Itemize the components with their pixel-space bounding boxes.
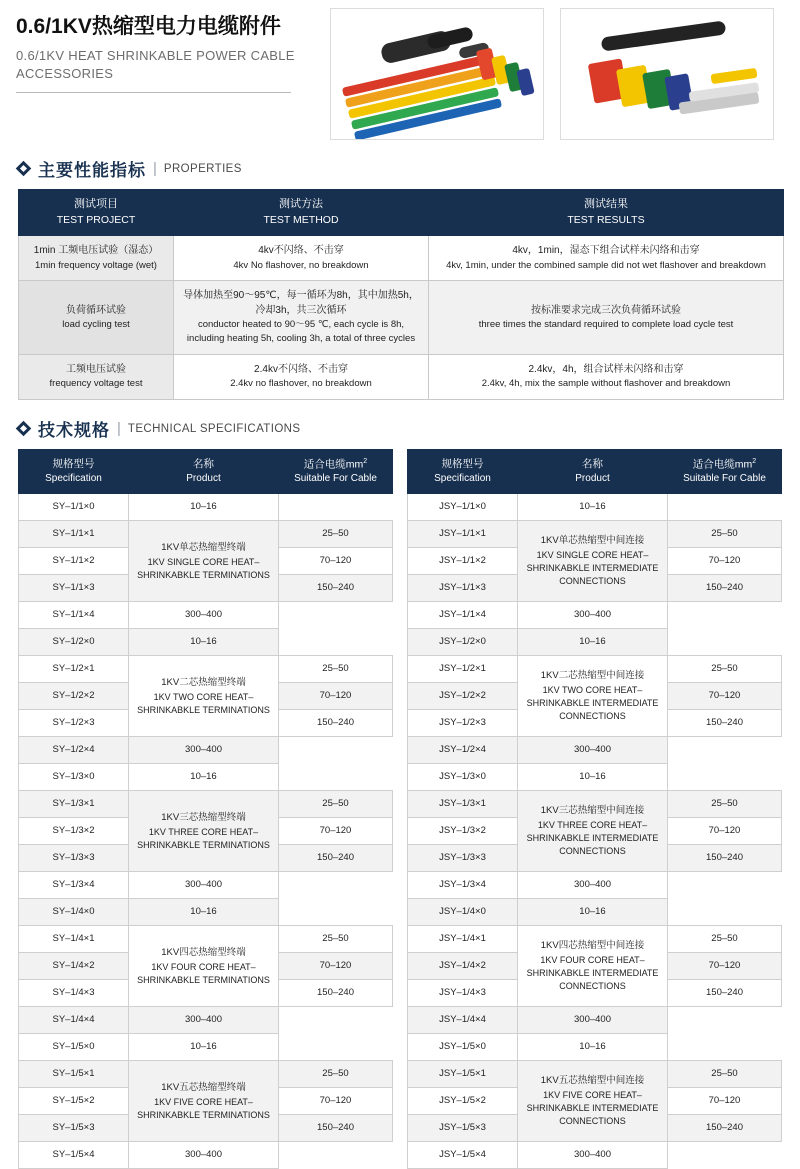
cell-product-name: 1KV三芯热缩型终端 1KV THREE CORE HEAT–SHRINKABKLE TERMINATIONS: [129, 791, 279, 872]
cell-suitable-cable: 10–16: [129, 1034, 279, 1061]
cell-suitable-cable: 10–16: [518, 899, 668, 926]
cell-specification: JSY–1/3×0: [408, 764, 518, 791]
th-specification: 规格型号 Specification: [408, 450, 518, 494]
section-title-en: TECHNICAL SPECIFICATIONS: [127, 422, 301, 435]
th-test-method: 测试方法 TEST METHOD: [174, 190, 429, 236]
cell-specification: SY–1/3×0: [19, 764, 129, 791]
table-header-row: [19, 450, 393, 494]
table-row: [19, 1061, 393, 1088]
cell-specification: SY–1/1×2: [19, 548, 129, 575]
cell-product-name: 1KV四芯热缩型中间连接 1KV FOUR CORE HEAT–SHRINKABKLE INTERMEDIATE CONNECTIONS: [518, 926, 668, 1007]
cell-specification: SY–1/4×1: [19, 926, 129, 953]
table-row: [408, 737, 782, 764]
cell-specification: JSY–1/2×2: [408, 683, 518, 710]
cell-specification: SY–1/3×4: [19, 872, 129, 899]
cell-suitable-cable: 70–120: [279, 953, 393, 980]
cell-specification: SY–1/1×4: [19, 602, 129, 629]
cell-result: 2.4kv，4h，组合试样未闪络和击穿 2.4kv, 4h, mix the sample without flashover and breakdown: [429, 354, 784, 399]
table-row: [19, 791, 393, 818]
cell-product-name: 1KV二芯热缩型中间连接 1KV TWO CORE HEAT–SHRINKABKLE INTERMEDIATE CONNECTIONS: [518, 656, 668, 737]
table-row: [408, 1034, 782, 1061]
cell-method: 4kv不闪络、不击穿 4kv No flashover, no breakdown: [174, 236, 429, 281]
cell-product-name: 1KV五芯热缩型终端 1KV FIVE CORE HEAT–SHRINKABKLE TERMINATIONS: [129, 1061, 279, 1142]
table-row: [19, 764, 393, 791]
table-row: [408, 926, 782, 953]
table-row: [408, 1061, 782, 1088]
section-separator: |: [117, 420, 121, 438]
cell-specification: SY–1/3×3: [19, 845, 129, 872]
cell-specification: JSY–1/1×0: [408, 494, 518, 521]
cell-suitable-cable: 25–50: [279, 791, 393, 818]
table-row: [19, 602, 393, 629]
cell-suitable-cable: 300–400: [129, 1007, 279, 1034]
section-heading-properties: [18, 156, 800, 181]
cell-suitable-cable: 300–400: [129, 737, 279, 764]
th-test-project: 测试项目 TEST PROJECT: [19, 190, 174, 236]
tube-cluster-blue: [516, 68, 535, 96]
cell-project: 负荷循环试验 load cycling test: [19, 281, 174, 355]
cell-specification: JSY–1/3×1: [408, 791, 518, 818]
table-row: [408, 602, 782, 629]
cell-suitable-cable: 300–400: [518, 872, 668, 899]
cell-suitable-cable: 70–120: [668, 1088, 782, 1115]
table-row: [19, 656, 393, 683]
cell-suitable-cable: 25–50: [279, 656, 393, 683]
th-suitable-cable: 适合电缆$mm^2$ Suitable For Cable: [279, 450, 393, 494]
cell-suitable-cable: 70–120: [668, 548, 782, 575]
th-product: 名称 Product: [129, 450, 279, 494]
cell-suitable-cable: 10–16: [129, 629, 279, 656]
title-divider: [16, 92, 291, 93]
cell-result: 按标准要求完成三次负荷循环试验 three times the standard required to complete load cycle test: [429, 281, 784, 355]
cell-specification: JSY–1/3×2: [408, 818, 518, 845]
cell-specification: SY–1/2×4: [19, 737, 129, 764]
table-row: [19, 926, 393, 953]
product-photos: [330, 8, 774, 140]
piece-yellow-strip: [711, 68, 758, 84]
black-tube-shape: [601, 20, 727, 51]
cell-specification: SY–1/3×2: [19, 818, 129, 845]
cell-specification: JSY–1/3×4: [408, 872, 518, 899]
cell-suitable-cable: 150–240: [279, 575, 393, 602]
cell-specification: SY–1/5×2: [19, 1088, 129, 1115]
cell-result: 4kv，1min，湿态下组合试样未闪络和击穿 4kv, 1min, under the combined sample did not wet flashover and breakdown: [429, 236, 784, 281]
cell-suitable-cable: 10–16: [518, 764, 668, 791]
diamond-bullet-icon: [16, 421, 32, 437]
cell-specification: SY–1/2×1: [19, 656, 129, 683]
section-heading-specs: [18, 416, 800, 441]
cell-suitable-cable: 10–16: [518, 494, 668, 521]
cell-method: 导体加热至90～95℃，每一循环为8h，其中加热5h，冷却3h，共三次循环 conductor heated to 90～95 ℃, each cycle is 8h, including heating 5h, cooling 3h, a total of three cycles: [174, 281, 429, 355]
cell-suitable-cable: 25–50: [668, 926, 782, 953]
cell-suitable-cable: 150–240: [279, 980, 393, 1007]
cell-suitable-cable: 70–120: [279, 818, 393, 845]
cell-suitable-cable: 25–50: [668, 1061, 782, 1088]
cell-suitable-cable: 10–16: [129, 494, 279, 521]
cell-suitable-cable: 300–400: [129, 602, 279, 629]
cell-suitable-cable: 300–400: [129, 872, 279, 899]
page-header: [0, 0, 800, 140]
spec-table-terminations: [18, 449, 393, 1169]
cell-specification: JSY–1/4×4: [408, 1007, 518, 1034]
cell-suitable-cable: 10–16: [518, 1034, 668, 1061]
cell-suitable-cable: 25–50: [279, 521, 393, 548]
page-title-en: 0.6/1KV HEAT SHRINKABLE POWER CABLE ACCESSORIES: [16, 48, 295, 81]
cell-specification: SY–1/5×3: [19, 1115, 129, 1142]
cell-specification: JSY–1/1×2: [408, 548, 518, 575]
properties-table: [18, 189, 784, 400]
table-row: [19, 494, 393, 521]
cell-suitable-cable: 70–120: [279, 683, 393, 710]
cell-specification: SY–1/5×1: [19, 1061, 129, 1088]
table-header-row: [19, 190, 784, 236]
cell-specification: JSY–1/5×1: [408, 1061, 518, 1088]
cell-specification: SY–1/1×0: [19, 494, 129, 521]
cell-specification: JSY–1/2×1: [408, 656, 518, 683]
table-row: [408, 1007, 782, 1034]
table-row: [408, 1142, 782, 1169]
cell-specification: JSY–1/2×4: [408, 737, 518, 764]
cell-suitable-cable: 25–50: [668, 791, 782, 818]
cell-product-name: 1KV五芯热缩型中间连接 1KV FIVE CORE HEAT–SHRINKABKLE INTERMEDIATE CONNECTIONS: [518, 1061, 668, 1142]
cell-specification: JSY–1/4×1: [408, 926, 518, 953]
cell-suitable-cable: 300–400: [518, 737, 668, 764]
cell-specification: JSY–1/5×0: [408, 1034, 518, 1061]
cell-specification: SY–1/4×4: [19, 1007, 129, 1034]
cell-product-name: 1KV单芯热缩型终端 1KV SINGLE CORE HEAT–SHRINKABKLE TERMINATIONS: [129, 521, 279, 602]
cell-specification: SY–1/5×0: [19, 1034, 129, 1061]
table-row: [19, 1142, 393, 1169]
cell-specification: JSY–1/1×1: [408, 521, 518, 548]
cell-product-name: 1KV四芯热缩型终端 1KV FOUR CORE HEAT–SHRINKABKLE TERMINATIONS: [129, 926, 279, 1007]
cell-specification: JSY–1/4×2: [408, 953, 518, 980]
section-separator: |: [153, 160, 157, 177]
cell-suitable-cable: 300–400: [518, 602, 668, 629]
table-row: [19, 872, 393, 899]
cell-suitable-cable: 70–120: [668, 683, 782, 710]
cell-specification: JSY–1/5×3: [408, 1115, 518, 1142]
cell-suitable-cable: 25–50: [668, 656, 782, 683]
cell-suitable-cable: 150–240: [668, 710, 782, 737]
cell-suitable-cable: 70–120: [279, 1088, 393, 1115]
cell-project: 1min 工频电压试验（湿态） 1min frequency voltage (wet): [19, 236, 174, 281]
cell-suitable-cable: 10–16: [129, 899, 279, 926]
cell-specification: JSY–1/4×0: [408, 899, 518, 926]
table-row: [19, 521, 393, 548]
cell-specification: SY–1/2×2: [19, 683, 129, 710]
product-photo-tubes: [330, 8, 544, 140]
spec-table-connections: [407, 449, 782, 1169]
cell-suitable-cable: 10–16: [518, 629, 668, 656]
cell-method: 2.4kv不闪络、不击穿 2.4kv no flashover, no breakdown: [174, 354, 429, 399]
cell-suitable-cable: 70–120: [279, 548, 393, 575]
cell-specification: SY–1/4×0: [19, 899, 129, 926]
cell-specification: JSY–1/2×0: [408, 629, 518, 656]
table-row: [408, 791, 782, 818]
table-row: [408, 521, 782, 548]
specification-tables: [18, 449, 800, 1169]
table-row: [408, 899, 782, 926]
table-row: [19, 236, 784, 281]
table-row: [19, 281, 784, 355]
diamond-bullet-icon: [16, 161, 32, 177]
cell-suitable-cable: 25–50: [279, 1061, 393, 1088]
cell-suitable-cable: 300–400: [129, 1142, 279, 1169]
th-test-results: 测试结果 TEST RESULTS: [429, 190, 784, 236]
cell-suitable-cable: 150–240: [668, 1115, 782, 1142]
cell-product-name: 1KV三芯热缩型中间连接 1KV THREE CORE HEAT–SHRINKABKLE INTERMEDIATE CONNECTIONS: [518, 791, 668, 872]
section-title-en: PROPERTIES: [163, 162, 242, 175]
cell-specification: JSY–1/1×4: [408, 602, 518, 629]
th-product: 名称 Product: [518, 450, 668, 494]
cell-specification: SY–1/3×1: [19, 791, 129, 818]
spec-right-body: [408, 494, 782, 1169]
table-header-row: [408, 450, 782, 494]
table-row: [408, 764, 782, 791]
cell-suitable-cable: 150–240: [279, 845, 393, 872]
cell-specification: SY–1/1×3: [19, 575, 129, 602]
cell-specification: SY–1/5×4: [19, 1142, 129, 1169]
cell-specification: SY–1/1×1: [19, 521, 129, 548]
th-suitable-cable: 适合电缆$mm^2$ Suitable For Cable: [668, 450, 782, 494]
table-row: [19, 899, 393, 926]
cell-specification: SY–1/2×3: [19, 710, 129, 737]
table-row: [408, 629, 782, 656]
cell-specification: SY–1/2×0: [19, 629, 129, 656]
cell-suitable-cable: 150–240: [668, 980, 782, 1007]
table-row: [19, 1034, 393, 1061]
cell-suitable-cable: 300–400: [518, 1142, 668, 1169]
cell-suitable-cable: 70–120: [668, 818, 782, 845]
table-row: [19, 737, 393, 764]
cell-suitable-cable: 150–240: [279, 1115, 393, 1142]
th-specification: 规格型号 Specification: [19, 450, 129, 494]
title-block: [16, 8, 326, 140]
cell-suitable-cable: 25–50: [279, 926, 393, 953]
cell-product-name: 1KV单芯热缩型中间连接 1KV SINGLE CORE HEAT–SHRINKABKLE INTERMEDIATE CONNECTIONS: [518, 521, 668, 602]
page-title-cn: 0.6/1KV热缩型电力电缆附件: [16, 15, 281, 38]
cell-specification: JSY–1/5×4: [408, 1142, 518, 1169]
table-row: [19, 354, 784, 399]
table-row: [19, 629, 393, 656]
cell-suitable-cable: 150–240: [279, 710, 393, 737]
spec-left-body: [19, 494, 393, 1169]
cell-specification: SY–1/4×3: [19, 980, 129, 1007]
cell-specification: SY–1/4×2: [19, 953, 129, 980]
cell-specification: JSY–1/1×3: [408, 575, 518, 602]
table-row: [408, 872, 782, 899]
table-row: [19, 1007, 393, 1034]
cell-suitable-cable: 10–16: [129, 764, 279, 791]
cell-suitable-cable: 70–120: [668, 953, 782, 980]
cell-suitable-cable: 25–50: [668, 521, 782, 548]
cell-specification: JSY–1/4×3: [408, 980, 518, 1007]
table-row: [408, 494, 782, 521]
cell-specification: JSY–1/2×3: [408, 710, 518, 737]
cell-project: 工频电压试验 frequency voltage test: [19, 354, 174, 399]
cell-suitable-cable: 150–240: [668, 845, 782, 872]
cell-specification: JSY–1/3×3: [408, 845, 518, 872]
table-row: [408, 656, 782, 683]
section-title-cn: 技术规格: [38, 421, 110, 441]
cell-suitable-cable: 300–400: [518, 1007, 668, 1034]
cell-suitable-cable: 150–240: [668, 575, 782, 602]
cell-specification: JSY–1/5×2: [408, 1088, 518, 1115]
product-photo-assorted: [560, 8, 774, 140]
cell-product-name: 1KV二芯热缩型终端 1KV TWO CORE HEAT–SHRINKABKLE TERMINATIONS: [129, 656, 279, 737]
section-title-cn: 主要性能指标: [38, 161, 146, 180]
